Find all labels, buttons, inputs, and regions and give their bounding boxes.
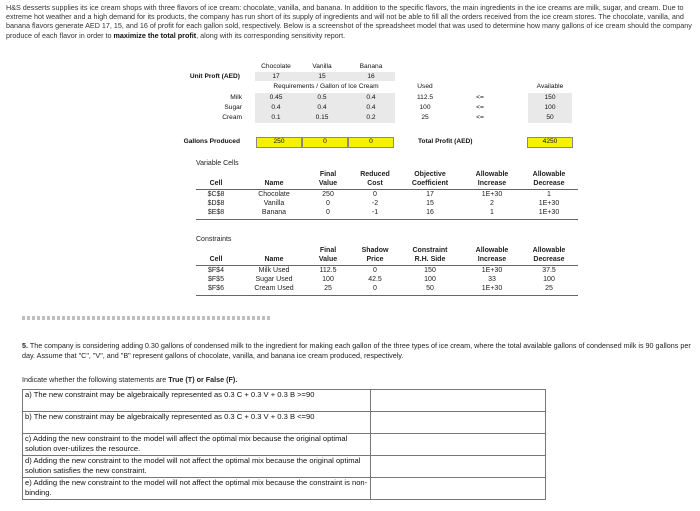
intro-end: , along with its corresponding sensitivity report. [196, 30, 346, 40]
flavor-header: Chocolate [261, 63, 291, 70]
table-row [23, 434, 546, 456]
table-cell: 15 [426, 200, 434, 207]
instruction-bold: True (T) or False (F). [168, 375, 238, 384]
available-value: 150 [544, 94, 556, 101]
col-header: Shadow [361, 247, 389, 254]
requirement-value: 0.2 [366, 114, 376, 121]
gallons-value: 250 [256, 137, 302, 148]
table-cell: 1 [547, 191, 551, 198]
table-cell: Milk Used [258, 267, 290, 274]
question-number: 5. [22, 341, 28, 350]
instruction [22, 375, 237, 384]
table-cell: 100 [322, 276, 334, 283]
answer-field-b[interactable] [371, 412, 546, 434]
table-cell: 0 [373, 191, 377, 198]
table-cell: $F$6 [208, 285, 224, 292]
constraint-op: <= [476, 104, 484, 111]
table-cell: Sugar Used [255, 276, 293, 283]
table-row [23, 412, 546, 434]
col-header: Final [319, 247, 337, 254]
col-header: Cost [367, 180, 383, 187]
intro-text: H&S desserts supplies its ice cream shops with three flavors of ice cream: chocolate, vanilla, and banana. In addition to the specific flavors, the main ingredients in the ice creams are milk, sugar, and cream. Due to extreme hot weather and a high demand for its products, the company has run short of its supply of ingredients and will not be able to fill all the orders received from the ice cream stores. The chocolate, vanilla, and banana flavors generate AED 17, 15, and 16 of profit for each gallon sold, respectively. Below is a screenshot of the spreadsheet model that was used to determine how many gallons of ice cream should the company produce of each flavor in order to [6, 3, 692, 40]
col-header: Allowable [532, 171, 566, 178]
flavor-header: Vanilla [312, 63, 332, 70]
gallons-label: Gallons Produced [183, 138, 240, 145]
table-cell: Chocolate [258, 191, 290, 198]
table-cell: 250 [322, 191, 334, 198]
answer-field-e[interactable] [371, 478, 546, 500]
requirement-value: 0.4 [366, 94, 376, 101]
requirement-value: 0.4 [271, 104, 281, 111]
table-cell: -1 [371, 209, 379, 216]
col-header: Decrease [533, 256, 565, 263]
resource-name: Sugar [224, 104, 242, 111]
table-cell: $F$4 [208, 267, 224, 274]
unit-profit: 15 [318, 73, 326, 80]
table-cell: $E$8 [207, 209, 225, 216]
variable-cells-title: Variable Cells [196, 160, 239, 167]
col-header: Increase [477, 180, 507, 187]
table-cell: 0 [326, 209, 330, 216]
table-cell: 25 [324, 285, 332, 292]
col-header: Cell [209, 180, 223, 187]
table-cell: Cream Used [254, 285, 294, 292]
col-header: Name [264, 180, 284, 187]
unit-profit: 17 [272, 73, 280, 80]
constraint-op: <= [476, 94, 484, 101]
col-header: Cell [209, 256, 223, 263]
available-value: 50 [546, 114, 554, 121]
col-header: Reduced [360, 171, 390, 178]
table-cell: 1E+30 [481, 267, 503, 274]
table-cell: 1 [490, 209, 494, 216]
table-cell: 100 [424, 276, 436, 283]
resource-name: Milk [230, 94, 242, 101]
col-header: Allowable [532, 247, 566, 254]
table-cell: 1E+30 [481, 285, 503, 292]
table-cell: 37.5 [542, 267, 556, 274]
answer-field-c[interactable] [371, 434, 546, 456]
used-header: Used [417, 83, 433, 90]
table-row [23, 456, 546, 478]
col-header: R.H. Side [414, 256, 446, 263]
col-header: Value [318, 180, 338, 187]
used-value: 25 [421, 114, 429, 121]
total-profit-label: Total Profit (AED) [418, 138, 473, 145]
constraints-title: Constraints [196, 236, 232, 243]
statement-e: e) Adding the new constraint to the model will not affect the optimal mix because the constraint is non-binding. [23, 478, 371, 500]
constraint-op: <= [476, 114, 484, 121]
requirement-value: 0.45 [269, 94, 283, 101]
requirement-value: 0.4 [366, 104, 376, 111]
used-value: 100 [419, 104, 431, 111]
header-rule [196, 265, 578, 266]
requirements-label: Requirements / Gallon of Ice Cream [273, 83, 379, 90]
instruction-text: Indicate whether the following statements are [22, 375, 169, 384]
question-5 [22, 341, 692, 360]
table-cell: 1E+30 [538, 200, 560, 207]
flavor-header: Banana [359, 63, 383, 70]
col-header: Final [319, 171, 337, 178]
used-value: 112.5 [416, 94, 433, 101]
table-cell: 50 [426, 285, 434, 292]
footer-rule [196, 295, 578, 296]
question-text: The company is considering adding 0.30 gallons of condensed milk to the ingredient for making each gallon of the three types of ice cream, where the total available gallons of condensed milk is 90 gallons per day. Assume that "C", "V", and "B" represent gallons of chocolate, vanilla, and banana ice cream produced, respectively. [22, 341, 691, 360]
table-row [23, 478, 546, 500]
table-cell: 17 [426, 191, 434, 198]
gallons-value: 0 [302, 137, 348, 148]
requirement-value: 0.15 [315, 114, 329, 121]
table-cell: 112.5 [319, 267, 337, 274]
statement-a: a) The new constraint may be algebraically represented as 0.3 C + 0.3 V + 0.3 B >=90 [23, 390, 371, 412]
table-cell: -2 [371, 200, 379, 207]
cropped-text-line [22, 316, 272, 320]
table-cell: 150 [424, 267, 436, 274]
table-cell: Banana [261, 209, 287, 216]
col-header: Allowable [475, 171, 509, 178]
requirement-value: 0.5 [317, 94, 327, 101]
requirement-value: 0.4 [317, 104, 327, 111]
answer-field-d[interactable] [371, 456, 546, 478]
resource-name: Cream [222, 114, 242, 121]
table-cell: 25 [545, 285, 553, 292]
col-header: Coefficient [411, 180, 449, 187]
table-cell: 0 [373, 285, 377, 292]
requirement-value: 0.1 [271, 114, 281, 121]
col-header: Increase [477, 256, 507, 263]
table-cell: $D$8 [207, 200, 225, 207]
intro-bold: maximize the total profit [113, 30, 197, 40]
unit-profit-label: Unit Proft (AED) [189, 73, 240, 80]
col-header: Name [264, 256, 284, 263]
available-header: Available [536, 83, 564, 90]
col-header: Objective [414, 171, 446, 178]
col-header: Constraint [412, 247, 448, 254]
col-header: Value [318, 256, 338, 263]
table-row [23, 390, 546, 412]
col-header: Decrease [533, 180, 565, 187]
statement-d: d) Adding the new constraint to the model will not affect the optimal mix because the original optimal solution satisfies the new constraint. [23, 456, 371, 478]
answer-field-a[interactable] [371, 390, 546, 412]
table-cell: 2 [490, 200, 494, 207]
table-cell: 1E+30 [481, 191, 503, 198]
table-cell: $F$5 [208, 276, 224, 283]
statements-table [22, 389, 546, 500]
table-cell: 1E+30 [538, 209, 560, 216]
statement-c: c) Adding the new constraint to the model will affect the optimal mix because the original optimal solution over-utilizes the resource. [23, 434, 371, 456]
available-value: 100 [544, 104, 556, 111]
col-header: Price [366, 256, 384, 263]
table-cell: 33 [488, 276, 496, 283]
table-cell: 42.5 [368, 276, 382, 283]
col-header: Allowable [475, 247, 509, 254]
table-cell: 100 [543, 276, 555, 283]
gallons-value: 0 [348, 137, 394, 148]
unit-profit: 16 [367, 73, 375, 80]
table-cell: 0 [373, 267, 377, 274]
table-cell: $C$8 [207, 191, 225, 198]
table-cell: Vanilla [263, 200, 285, 207]
statement-b: b) The new constraint may be algebraically represented as 0.3 C + 0.3 V + 0.3 B <=90 [23, 412, 371, 434]
table-cell: 0 [326, 200, 330, 207]
total-profit-value: 4250 [527, 137, 573, 148]
table-cell: 16 [426, 209, 434, 216]
